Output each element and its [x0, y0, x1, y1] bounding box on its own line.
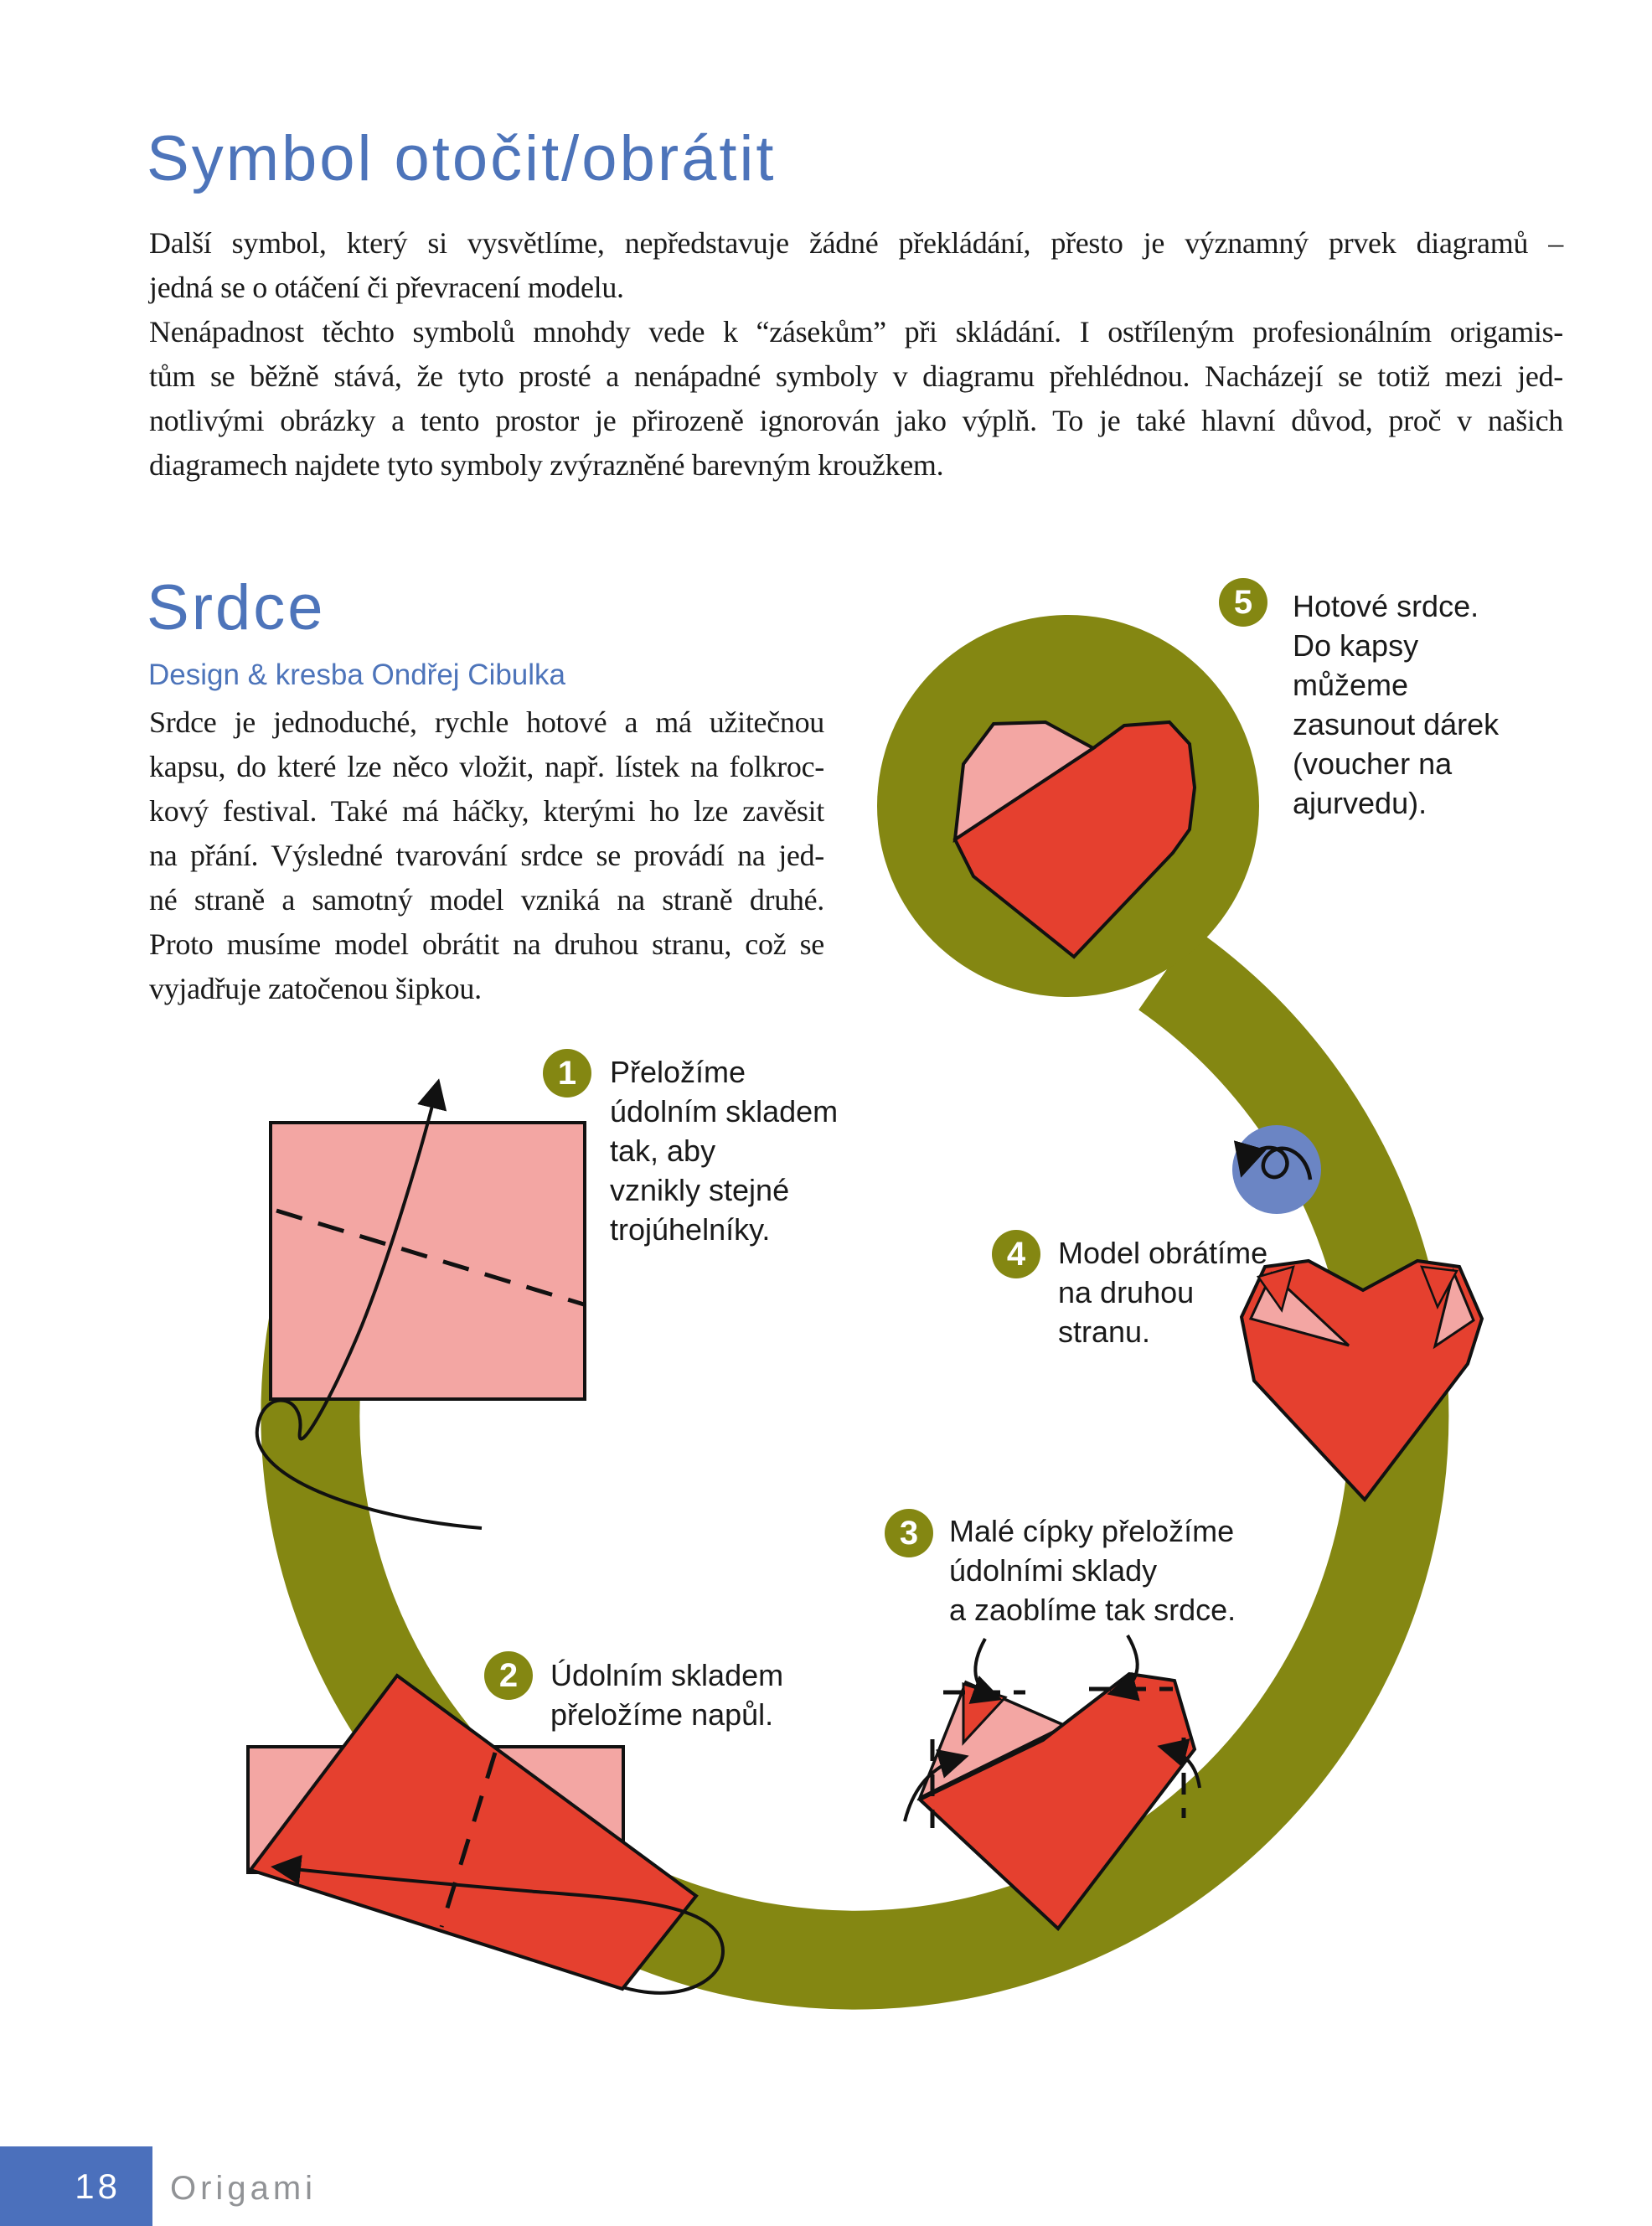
- caption-line: Údolním skladem: [550, 1658, 784, 1692]
- step-badge-5: 5: [1219, 578, 1267, 627]
- section-title-srdce: Srdce: [147, 572, 326, 643]
- paragraph-line: tům se běžně stává, že tyto prosté a nenápadné symboly v diagramu přehlédnou. Nacházejí se totiž mezi jed-: [149, 359, 1563, 393]
- paragraph-line: notlivými obrázky a tento prostor je přirozeně ignorován jako výplň. To je také hlavní důvod, proč v našich: [149, 404, 1563, 437]
- caption-line: Model obrátíme: [1058, 1236, 1268, 1270]
- step-badge-4: 4: [992, 1230, 1040, 1278]
- paragraph-line: jedná se o otáčení či převracení modelu.: [149, 271, 624, 304]
- caption-line: trojúhelníky.: [610, 1212, 771, 1247]
- paragraph-line: na přání. Výsledné tvarování srdce se provádí na jed-: [149, 839, 824, 872]
- paragraph-line: Další symbol, který si vysvětlíme, nepředstavuje žádné překládání, přesto je významný prvek diagramů –: [149, 226, 1563, 260]
- paragraph-line: kapsu, do které lze něco vložit, např. lístek na folkroc-: [149, 750, 824, 783]
- caption-line: vznikly stejné: [610, 1173, 790, 1207]
- book-title: Origami: [170, 2170, 317, 2207]
- caption-line: Přeložíme: [610, 1055, 746, 1089]
- page-number: 18: [75, 2166, 121, 2206]
- step1-caption: [610, 1052, 838, 1249]
- turn-over-symbol: [1232, 1125, 1321, 1214]
- caption-line: údolními sklady: [949, 1553, 1158, 1588]
- paragraph-line: Nenápadnost těchto symbolů mnohdy vede k “zásekům” při skládání. I ostříleným profesionálním origamis-: [149, 315, 1563, 349]
- caption-line: (voucher na: [1293, 746, 1453, 781]
- caption-line: přeložíme napůl.: [550, 1697, 774, 1732]
- step-badge-1: 1: [543, 1049, 591, 1098]
- caption-line: můžeme: [1293, 668, 1409, 702]
- caption-line: zasunout dárek: [1293, 707, 1500, 741]
- caption-line: Hotové srdce.: [1293, 589, 1479, 623]
- paragraph-line: kový festival. Také má háčky, kterými ho lze zavěsit: [149, 794, 824, 828]
- paragraph-line: Proto musíme model obrátit na druhou stranu, což se: [149, 927, 824, 961]
- caption-line: údolním skladem: [610, 1094, 839, 1128]
- caption-line: a zaoblíme tak srdce.: [949, 1593, 1236, 1627]
- step-badge-3: 3: [885, 1509, 933, 1557]
- page-number-box: [0, 2146, 152, 2226]
- caption-line: stranu.: [1058, 1314, 1151, 1349]
- caption-line: tak, aby: [610, 1134, 716, 1168]
- paragraph-line: né straně a samotný model vzniká na straně druhé.: [149, 883, 824, 917]
- section-title-symbol: Symbol otočit/obrátit: [147, 123, 777, 194]
- design-credit: Design & kresba Ondřej Cibulka: [148, 659, 566, 691]
- paragraph-line: vyjadřuje zatočenou šipkou.: [149, 972, 482, 1005]
- step2-caption: [550, 1655, 783, 1734]
- paragraph-line: diagramech najdete tyto symboly zvýrazněné barevným kroužkem.: [149, 448, 944, 482]
- step-badge-2: 2: [484, 1651, 533, 1700]
- caption-line: ajurvedu).: [1293, 786, 1427, 820]
- caption-line: na druhou: [1058, 1275, 1195, 1309]
- paragraph-line: Srdce je jednoduché, rychle hotové a má užitečnou: [149, 705, 824, 739]
- step3-caption: [949, 1511, 1236, 1629]
- step4-caption: [1058, 1233, 1267, 1351]
- caption-line: Malé cípky přeložíme: [949, 1514, 1235, 1548]
- step5-caption: [1293, 586, 1499, 823]
- caption-line: Do kapsy: [1293, 628, 1419, 663]
